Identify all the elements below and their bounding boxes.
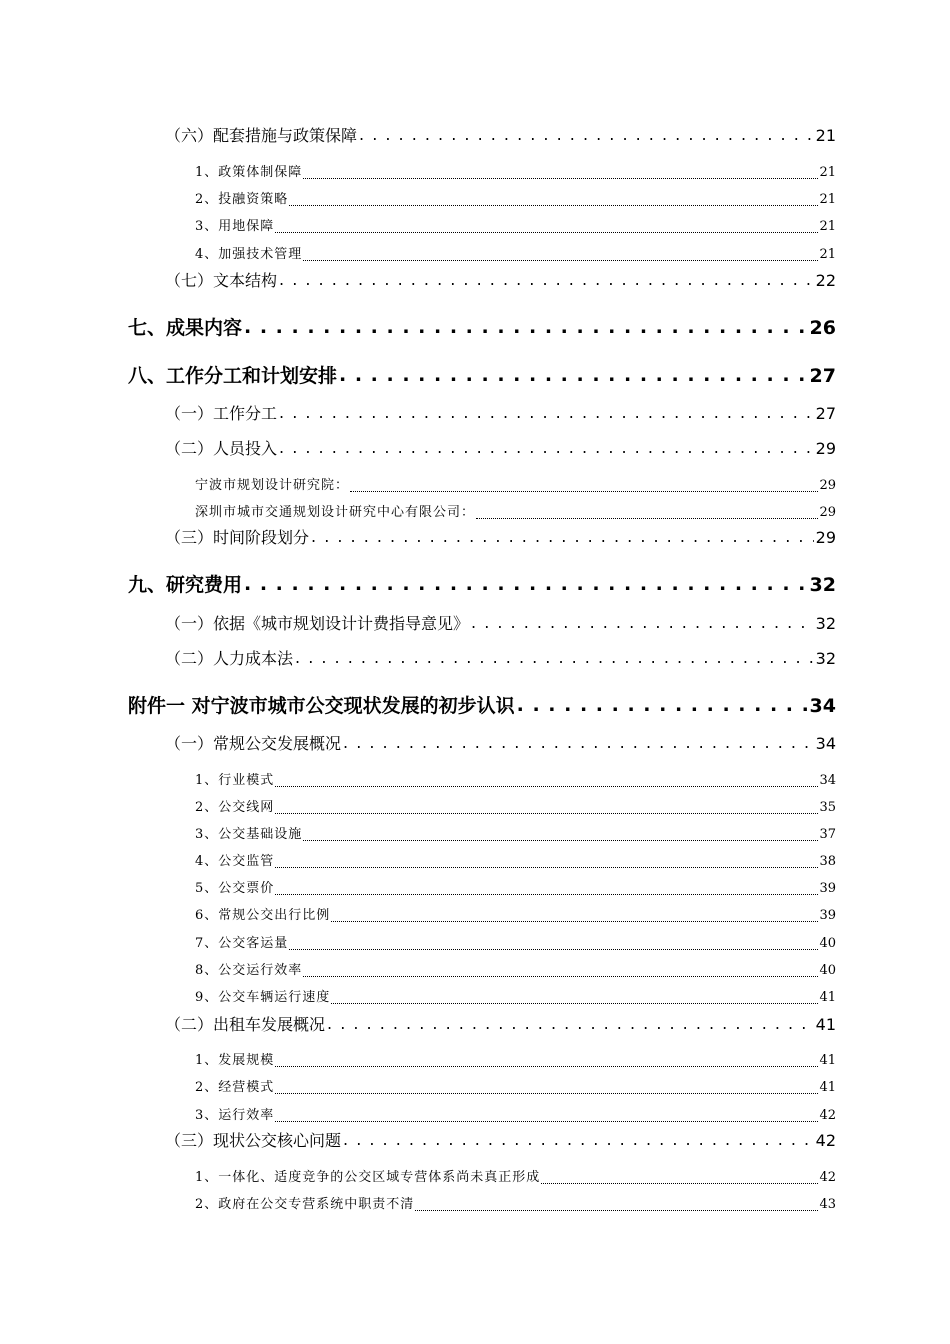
toc-page-number: 34	[809, 695, 836, 717]
toc-entry-title: 七、成果内容	[128, 317, 243, 339]
dot-leader	[244, 570, 808, 600]
toc-entry-title: 6、常规公交出行比例	[195, 908, 331, 923]
toc-section-entry[interactable]	[165, 1013, 836, 1037]
toc-entry-title: （三）时间阶段划分	[165, 528, 310, 547]
toc-entry-title: 3、公交基础设施	[195, 827, 303, 842]
toc-page-number: 34	[815, 734, 836, 753]
toc-item-entry[interactable]	[195, 934, 836, 954]
toc-entry-title: 9、公交车辆运行速度	[195, 990, 331, 1005]
dot-leader	[331, 988, 818, 1008]
toc-page-number: 22	[815, 271, 836, 290]
toc-item-entry[interactable]	[195, 163, 836, 183]
toc-page-number: 32	[809, 574, 836, 596]
dot-leader	[415, 1195, 818, 1215]
dot-leader	[279, 402, 814, 426]
toc-item-entry[interactable]	[195, 961, 836, 981]
dot-leader	[541, 1168, 818, 1188]
toc-section-entry[interactable]	[165, 402, 836, 426]
toc-entry-title: （一）工作分工	[165, 404, 278, 423]
dot-leader	[275, 1051, 818, 1071]
toc-entry-title: 附件一 对宁波市城市公交现状发展的初步认识	[128, 695, 515, 717]
toc-item-entry[interactable]	[195, 190, 836, 210]
toc-page-number: 38	[819, 854, 836, 869]
toc-section-entry[interactable]	[165, 732, 836, 756]
dot-leader	[275, 1078, 818, 1098]
toc-entry-title: （二）人力成本法	[165, 649, 294, 668]
toc-section-entry[interactable]	[165, 124, 836, 148]
dot-leader	[343, 1129, 814, 1153]
toc-entry-title: 深圳市城市交通规划设计研究中心有限公司：	[195, 505, 476, 520]
dot-leader	[476, 503, 818, 523]
toc-page-number: 27	[815, 404, 836, 423]
toc-page-number: 27	[809, 365, 836, 387]
dot-leader	[303, 825, 818, 845]
dot-leader	[275, 771, 818, 791]
toc-chapter-entry[interactable]	[128, 361, 836, 391]
toc-item-entry[interactable]	[195, 798, 836, 818]
toc-page-number: 43	[819, 1197, 836, 1212]
toc-entry-title: 2、经营模式	[195, 1080, 275, 1095]
dot-leader	[275, 217, 818, 237]
dot-leader	[311, 526, 814, 550]
dot-leader	[339, 361, 808, 391]
toc-page-number: 21	[819, 247, 836, 262]
dot-leader	[279, 437, 814, 461]
dot-leader	[275, 1106, 818, 1126]
toc-entry-title: 5、公交票价	[195, 881, 275, 896]
toc-page-number: 42	[815, 1131, 836, 1150]
toc-section-entry[interactable]	[165, 437, 836, 461]
dot-leader	[303, 163, 818, 183]
dot-leader	[289, 190, 818, 210]
dot-leader	[244, 313, 808, 343]
toc-page-number: 29	[819, 478, 836, 493]
dot-leader	[275, 852, 818, 872]
dot-leader	[331, 906, 818, 926]
toc-entry-title: 3、用地保障	[195, 219, 275, 234]
toc-page-number: 21	[815, 126, 836, 145]
dot-leader	[359, 124, 814, 148]
toc-page-number: 32	[815, 649, 836, 668]
toc-item-entry[interactable]	[195, 217, 836, 237]
toc-page-number: 40	[819, 936, 836, 951]
toc-entry-title: 7、公交客运量	[195, 936, 289, 951]
toc-page-number: 21	[819, 192, 836, 207]
toc-item-entry[interactable]	[195, 503, 836, 523]
toc-page-number: 39	[819, 908, 836, 923]
toc-page-number: 41	[819, 990, 836, 1005]
toc-page-number: 34	[819, 773, 836, 788]
dot-leader	[343, 732, 814, 756]
dot-leader	[303, 961, 818, 981]
toc-entry-title: 1、一体化、适度竞争的公交区域专营体系尚未真正形成	[195, 1170, 541, 1185]
toc-entry-title: （三）现状公交核心问题	[165, 1131, 342, 1150]
toc-page-number: 32	[815, 614, 836, 633]
dot-leader	[471, 612, 814, 636]
toc-page-number: 21	[819, 165, 836, 180]
dot-leader	[279, 269, 814, 293]
dot-leader	[327, 1013, 814, 1037]
toc-section-entry[interactable]	[165, 1129, 836, 1153]
toc-chapter-entry[interactable]	[128, 313, 836, 343]
toc-page-number: 29	[815, 528, 836, 547]
toc-entry-title: 1、政策体制保障	[195, 165, 303, 180]
dot-leader	[289, 934, 818, 954]
toc-entry-title: （二）人员投入	[165, 439, 278, 458]
toc-section-entry[interactable]	[165, 526, 836, 550]
toc-page-number: 21	[819, 219, 836, 234]
dot-leader	[295, 647, 814, 671]
toc-entry-title: 8、公交运行效率	[195, 963, 303, 978]
dot-leader	[275, 879, 818, 899]
toc-page-number: 35	[819, 800, 836, 815]
toc-entry-title: （一）常规公交发展概况	[165, 734, 342, 753]
toc-entry-title: 1、行业模式	[195, 773, 275, 788]
dot-leader	[303, 245, 818, 265]
toc-entry-title: 3、运行效率	[195, 1108, 275, 1123]
toc-entry-title: 宁波市规划设计研究院：	[195, 478, 350, 493]
dot-leader	[350, 476, 818, 496]
dot-leader	[517, 691, 808, 721]
toc-item-entry[interactable]	[195, 1195, 836, 1215]
toc-item-entry[interactable]	[195, 1106, 836, 1126]
toc-item-entry[interactable]	[195, 771, 836, 791]
toc-chapter-entry[interactable]	[128, 570, 836, 600]
toc-page-number: 41	[819, 1080, 836, 1095]
toc-section-entry[interactable]	[165, 647, 836, 671]
toc-item-entry[interactable]	[195, 879, 836, 899]
toc-item-entry[interactable]	[195, 1168, 836, 1188]
toc-entry-title: 八、工作分工和计划安排	[128, 365, 338, 387]
toc-chapter-entry[interactable]	[128, 691, 836, 721]
toc-item-entry[interactable]	[195, 988, 836, 1008]
toc-item-entry[interactable]	[195, 852, 836, 872]
toc-page-number: 40	[819, 963, 836, 978]
toc-page-number: 29	[815, 439, 836, 458]
toc-page-number: 42	[819, 1108, 836, 1123]
toc-item-entry[interactable]	[195, 825, 836, 845]
dot-leader	[275, 798, 818, 818]
toc-page-number: 42	[819, 1170, 836, 1185]
toc-page-number: 29	[819, 505, 836, 520]
toc-entry-title: （六）配套措施与政策保障	[165, 126, 358, 145]
toc-entry-title: 九、研究费用	[128, 574, 243, 596]
toc-entry-title: （一）依据《城市规划设计计费指导意见》	[165, 614, 470, 633]
toc-item-entry[interactable]	[195, 476, 836, 496]
toc-entry-title: （七）文本结构	[165, 271, 278, 290]
toc-section-entry[interactable]	[165, 269, 836, 293]
toc-page-number: 41	[819, 1053, 836, 1068]
toc-item-entry[interactable]	[195, 245, 836, 265]
toc-item-entry[interactable]	[195, 1051, 836, 1071]
toc-entry-title: （二）出租车发展概况	[165, 1015, 326, 1034]
toc-entry-title: 2、政府在公交专营系统中职责不清	[195, 1197, 415, 1212]
toc-entry-title: 1、发展规模	[195, 1053, 275, 1068]
toc-entry-title: 4、加强技术管理	[195, 247, 303, 262]
toc-section-entry[interactable]	[165, 612, 836, 636]
toc-item-entry[interactable]	[195, 1078, 836, 1098]
toc-item-entry[interactable]	[195, 906, 836, 926]
toc-page-number: 39	[819, 881, 836, 896]
toc-entry-title: 4、公交监管	[195, 854, 275, 869]
toc-entry-title: 2、公交线网	[195, 800, 275, 815]
toc-entry-title: 2、投融资策略	[195, 192, 289, 207]
toc-page-number: 41	[815, 1015, 836, 1034]
toc-page-number: 26	[809, 317, 836, 339]
toc-page-number: 37	[819, 827, 836, 842]
